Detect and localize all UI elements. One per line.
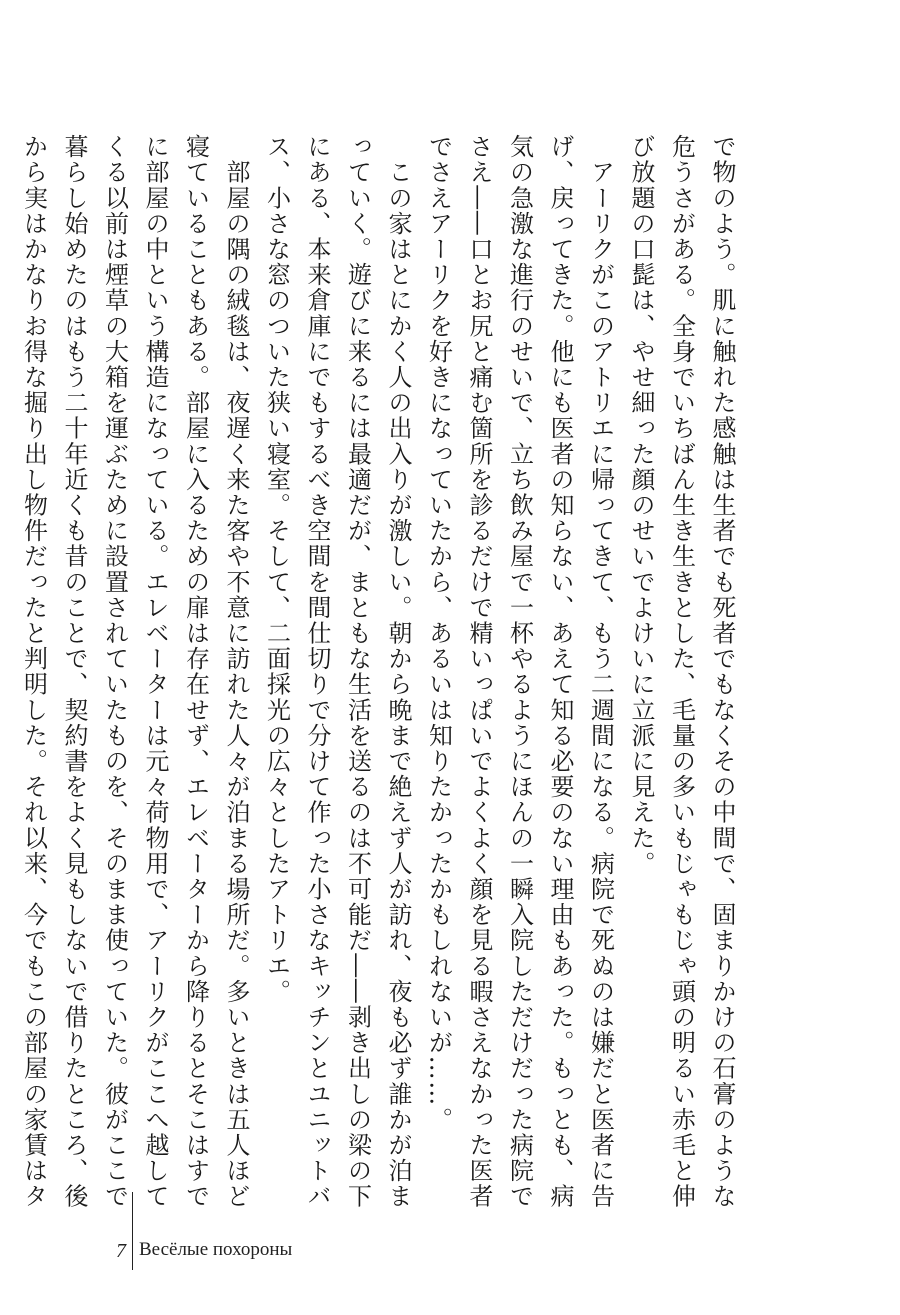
text-line: さえ――口とお尻と痛む箇所を診るだけで精いっぱいでよくよく顔を見る暇さえなかった医者 <box>465 134 493 1210</box>
text-line: で物のよう。肌に触れた感触は生者でも死者でもなくその中間で、固まりかけの石膏のような <box>708 134 736 1210</box>
text-line: ス、小さな窓のついた狭い寝室。そして、二面採光の広々としたアトリエ。 <box>262 134 291 1005</box>
text-line: 暮らし始めたのはもう二十年近くも昔のことで、契約書をよく見もしないで借りたところ、後 <box>60 134 88 1210</box>
page-number: 7 <box>116 1240 126 1262</box>
text-line: から実はかなりお得な掘り出し物件だったと判明した。それ以来、今でもこの部屋の家賃はタ <box>19 134 48 1210</box>
text-line: くる以前は煙草の大箱を運ぶために設置されていたものを、そのまま使っていた。彼がここで <box>100 134 129 1210</box>
text-line: 部屋の隅の絨毯は、夜遅く来た客や不意に訪れた人々が泊まる場所だ。多いときは五人ほど <box>222 134 250 1210</box>
text-line: び放題の口髭は、やせ細った顔のせいでよけいに立派に見えた。 <box>627 134 655 877</box>
text-line: に部屋の中という構造になっている。エレベーターは元々荷物用で、アーリクがここへ越して <box>141 134 169 1210</box>
text-line: っていく。遊びに来るには最適だが、まともな生活を送るのは不可能だ――剥き出しの梁の下 <box>343 134 372 1210</box>
text-line: 気の急激な進行のせいで、立ち飲み屋で一杯やるようにほんの一瞬入院しただけだった病院で <box>505 134 534 1210</box>
text-line: 危うさがある。全身でいちばん生き生きとした、毛量の多いもじゃもじゃ頭の明るい赤毛と伸 <box>667 134 696 1210</box>
running-title: Весёлые похороны <box>139 1239 293 1260</box>
text-line: にある、本来倉庫にでもするべき空間を間仕切りで分けて作った小さなキッチンとユニットバ <box>303 134 331 1210</box>
text-line: げ、戻ってきた。他にも医者の知らない、あえて知る必要のない理由もあった。もっとも、病 <box>546 134 574 1210</box>
vertical-body-text <box>13 134 742 1210</box>
text-line: アーリクがこのアトリエに帰ってきて、もう二週間になる。病院で死ぬのは嫌だと医者に告 <box>586 134 615 1210</box>
text-line: この家はとにかく人の出入りが激しい。朝から晩まで絶えず人が訪れ、夜も必ず誰かが泊ま <box>384 134 412 1210</box>
text-line: 寝ていることもある。部屋に入るための扉は存在せず、エレベーターから降りるとそこはすで <box>181 134 210 1210</box>
text-line: でさえアーリクを好きになっていたから、あるいは知りたかったかもしれないが……。 <box>424 134 453 1133</box>
footer-divider <box>132 1192 133 1270</box>
